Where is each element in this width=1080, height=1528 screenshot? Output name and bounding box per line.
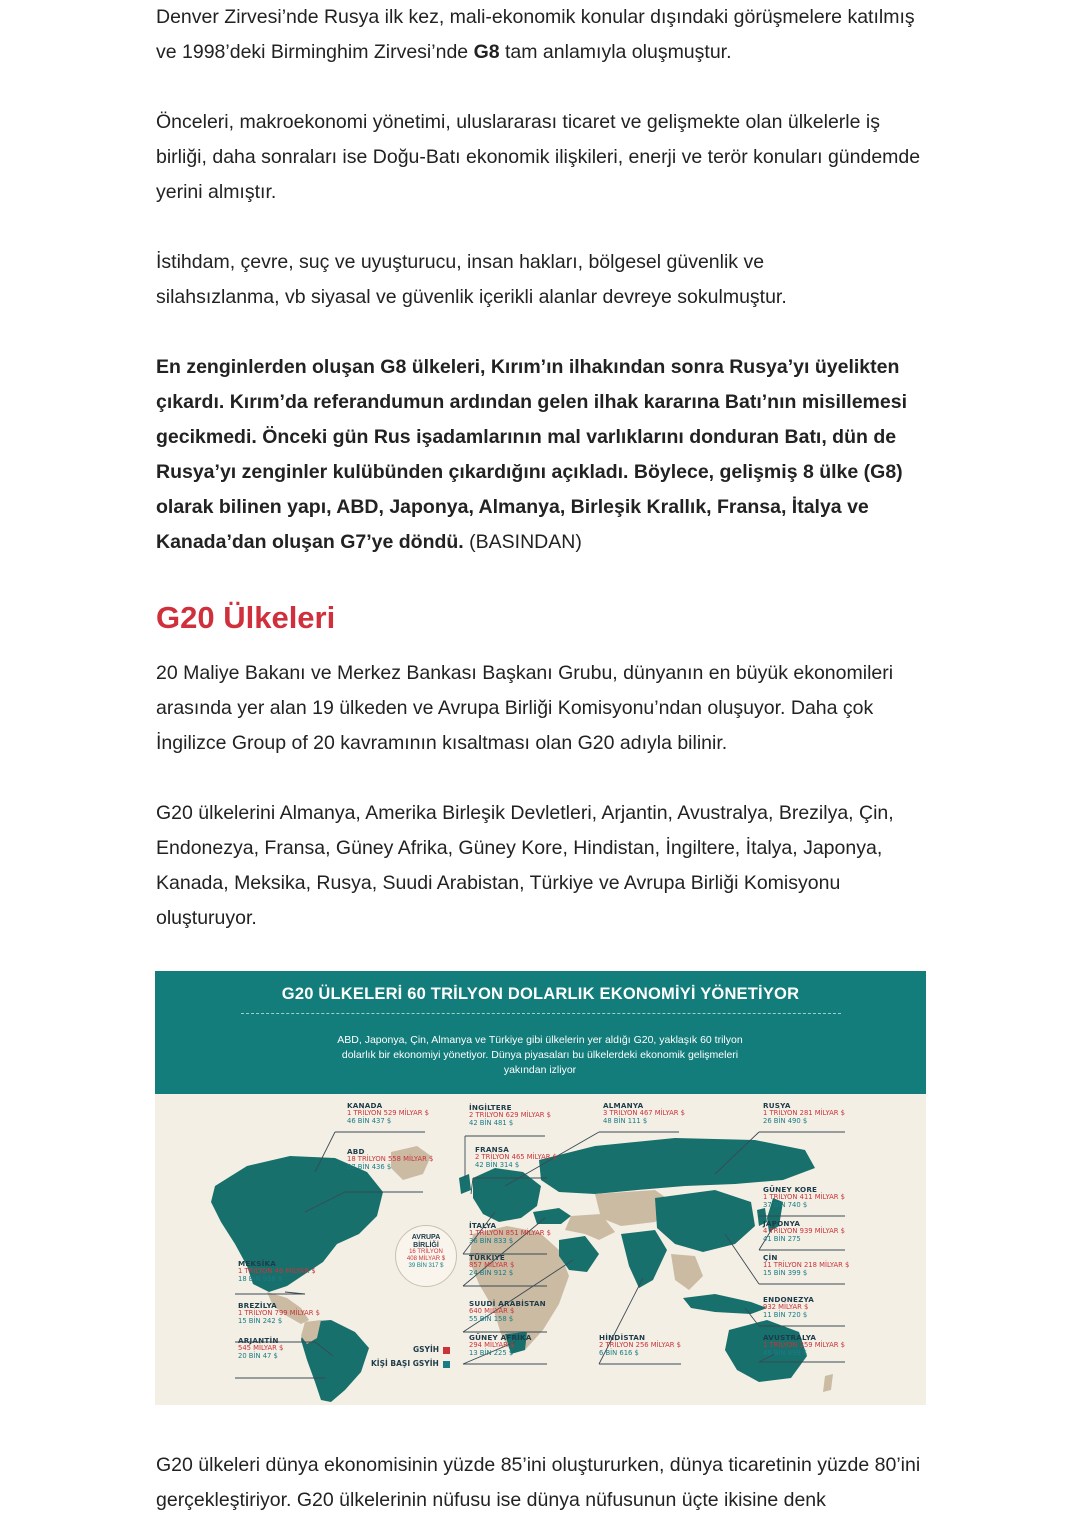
label-hindistan-name: HİNDİSTAN [599,1333,646,1342]
label-suudi-arabistan [469,1300,546,1323]
label-brezilya-per-capita: 15 BİN 242 $ [238,1316,283,1325]
g8-bold: G8 [473,41,500,63]
label-arjantin-per-capita: 20 BİN 47 $ [238,1351,278,1360]
eu-name-1: AVRUPA [411,1234,441,1241]
label-italya-gdp: 1 TRİLYON 851 MİLYAR $ [469,1228,551,1237]
paragraph-g20-definition: 20 Maliye Bakanı ve Merkez Bankası Başkanı Grubu, dünyanın en büyük ekonomileri arasında yer alan 19 ülkeden ve Avrupa Birliği Komisyonu’ndan oluşuyor. Daha çok İngilizce Group of 20 kavramının kısaltması olan G20 adıyla bilinir. [156,662,894,754]
label-turkiye-per-capita: 24 BİN 912 $ [469,1268,514,1277]
southeast-asia-shape [671,1254,703,1290]
legend-per-capita [371,1359,450,1368]
label-fransa-name: FRANSA [475,1145,509,1154]
label-almanya-gdp: 3 TRİLYON 467 MİLYAR $ [603,1108,685,1117]
label-ingiltere [469,1104,551,1127]
label-cin [763,1254,849,1277]
label-turkiye-name: TÜRKİYE [469,1253,506,1262]
label-avustralya-name: AVUSTRALYA [763,1333,817,1342]
label-endonezya-per-capita: 11 BİN 720 $ [763,1310,808,1319]
label-hindistan [599,1334,681,1357]
paragraph-g8-text-1: Denver Zirvesi’nde Rusya ilk kez, mali-ekonomik konular dışındaki görüşmelere katılmış ve 1998’deki Birminghim Zirvesi’nde [156,6,915,63]
label-endonezya-name: ENDONEZYA [763,1295,815,1304]
label-brezilya-gdp: 1 TRİLYON 799 MİLYAR $ [238,1308,320,1317]
label-guney-kore [763,1186,845,1209]
label-endonezya-gdp: 932 MİLYAR $ [763,1302,809,1311]
label-avustralya [763,1334,845,1357]
label-fransa-gdp: 2 TRİLYON 465 MİLYAR $ [475,1152,557,1161]
eu-per-capita: 39 BİN 317 $ [408,1262,444,1269]
label-almanya-per-capita: 48 BİN 111 $ [603,1116,648,1125]
label-meksika-gdp: 1 TRİLYON 46 MİLYAR $ [238,1266,316,1275]
paragraph-g8-text-2: tam anlamıyla oluşmuştur. [499,41,732,63]
label-guney-kore-per-capita: 37 BİN 740 $ [763,1200,808,1209]
legend-gdp-label: GSYİH [413,1345,440,1354]
label-avustralya-gdp: 1 TRİLYON 259 MİLYAR $ [763,1340,845,1349]
india-shape [621,1230,667,1288]
label-arjantin [238,1337,283,1360]
label-rusya-per-capita: 26 BİN 490 $ [763,1116,808,1125]
g20-infographic [155,971,926,1405]
label-guney-afrika [469,1334,532,1357]
label-abd-name: ABD [347,1147,365,1156]
label-brezilya-name: BREZİLYA [238,1301,277,1310]
label-ingiltere-name: İNGİLTERE [469,1103,512,1112]
world-map-panel [155,1094,926,1405]
label-kanada [347,1102,429,1125]
label-endonezya [763,1296,814,1319]
paragraph-g20-share: G20 ülkeleri dünya ekonomisinin yüzde 85’ini oluştururken, dünya ticaretinin yüzde 80’ini gerçekleştiriyor. G20 ülkelerinin nüfusu ise dünya nüfusunun üçte ikisine denk [156,1454,921,1511]
label-almanya-name: ALMANYA [603,1101,644,1110]
label-japonya-per-capita: 41 BİN 275 [763,1234,801,1243]
label-avustralya-per-capita: 48 BİN 899 $ [763,1348,808,1357]
label-kanada-per-capita: 46 BİN 437 $ [347,1116,392,1125]
section-heading-g20: G20 Ülkeleri [156,600,336,635]
paragraph-g7 [156,350,936,560]
label-guney-kore-gdp: 1 TRİLYON 411 MİLYAR $ [763,1192,845,1201]
paragraph-g8-formation [156,0,936,70]
infographic-header [155,971,926,1094]
eu-bubble [395,1225,457,1287]
label-kanada-gdp: 1 TRİLYON 529 MİLYAR $ [347,1108,429,1117]
paragraph-g7-source: (BASINDAN) [463,531,582,553]
label-suudi-gdp: 640 MİLYAR $ [469,1306,515,1315]
label-guney-kore-name: GÜNEY KORE [763,1185,818,1194]
label-cin-name: ÇİN [763,1253,778,1262]
label-turkiye [469,1254,514,1277]
label-japonya-gdp: 4 TRİLYON 939 MİLYAR $ [763,1226,845,1235]
label-ingiltere-per-capita: 42 BİN 481 $ [469,1118,514,1127]
label-cin-per-capita: 15 BİN 399 $ [763,1268,808,1277]
label-almanya [603,1102,685,1125]
label-meksika [238,1260,316,1283]
label-abd [347,1148,433,1171]
eu-name-2: BİRLİĞİ [413,1241,439,1249]
label-cin-gdp: 11 TRİLYON 218 MİLYAR $ [763,1260,850,1269]
label-brezilya [238,1302,320,1325]
label-japonya [763,1220,845,1243]
legend-per-capita-label: KİŞİ BAŞI GSYİH [371,1359,439,1368]
infographic-title: G20 ÜLKELERİ 60 TRİLYON DOLARLIK EKONOMİYİ YÖNETİYOR [281,985,800,1003]
legend-per-capita-swatch [443,1361,450,1368]
label-suudi-name: SUUDİ ARABİSTAN [469,1299,546,1308]
eu-gdp-2: 408 MİLYAR $ [406,1255,446,1262]
label-meksika-per-capita: 18 BİN 938 $ [238,1274,283,1283]
new-zealand-shape [823,1374,833,1392]
label-italya [469,1222,551,1245]
label-fransa-per-capita: 42 BİN 314 $ [475,1160,520,1169]
china-shape [655,1190,755,1252]
label-japonya-name: JAPONYA [763,1219,801,1228]
header-divider [241,1013,841,1014]
eu-gdp-1: 16 TRİLYON [409,1249,443,1255]
label-ingiltere-gdp: 2 TRİLYON 629 MİLYAR $ [469,1110,551,1119]
label-guney-afrika-per-capita: 13 BİN 225 $ [469,1348,514,1357]
label-turkiye-gdp: 857 MİLYAR $ [469,1260,515,1269]
legend-gdp [413,1345,450,1354]
paragraph-g20-members: G20 ülkelerini Almanya, Amerika Birleşik Devletleri, Arjantin, Avustralya, Brezilya, Çin, Endonezya, Fransa, Güney Afrika, Güney Kore, Hindistan, İngiltere, İtalya, Japonya, Kanada, Meksika, Rusya, Suudi Arabistan, Türkiye ve Avrupa Birliği Komisyonu oluşturuyor. [156,802,894,929]
label-guney-afrika-name: GÜNEY AFRİKA [469,1333,532,1342]
paragraph-agenda: Önceleri, makroekonomi yönetimi, uluslararası ticaret ve gelişmekte olan ülkelerle iş birliği, daha sonraları ise Doğu-Batı ekonomik ilişkileri, enerji ve terör konuları gündemde yerini almıştır. [156,111,921,203]
label-meksika-name: MEKSİKA [238,1259,277,1268]
label-abd-per-capita: 57 BİN 436 $ [347,1162,392,1171]
europe-shape [473,1168,541,1222]
label-hindistan-gdp: 2 TRİLYON 256 MİLYAR $ [599,1340,681,1349]
label-fransa [475,1146,557,1169]
label-italya-name: İTALYA [469,1221,497,1230]
label-hindistan-per-capita: 6 BİN 616 $ [599,1348,639,1357]
indonesia-shape [683,1294,767,1314]
label-kanada-name: KANADA [347,1101,383,1110]
label-italya-per-capita: 36 BİN 833 $ [469,1236,514,1245]
paragraph-security: İstihdam, çevre, suç ve uyuşturucu, insan hakları, bölgesel güvenlik ve silahsızlanma, vb siyasal ve güvenlik içerikli alanlar devreye sokulmuştur. [156,251,787,308]
label-guney-afrika-gdp: 294 MİLYAR $ [469,1340,515,1349]
legend-gdp-swatch [443,1347,450,1354]
label-rusya-gdp: 1 TRİLYON 281 MİLYAR $ [763,1108,845,1117]
label-abd-gdp: 18 TRİLYON 558 MİLYAR $ [347,1154,434,1163]
label-suudi-per-capita: 55 BİN 158 $ [469,1314,514,1323]
label-rusya [763,1102,845,1125]
label-arjantin-gdp: 545 MİLYAR $ [238,1343,284,1352]
paragraph-g7-bold: En zenginlerden oluşan G8 ülkeleri, Kırım’ın ilhakından sonra Rusya’yı üyelikten çıkardı. Kırım’da referandumun ardından gelen ilhak kararına Batı’nın misillemesi gecikmedi. Önceki gün Rus işadamlarının mal varlıklarını donduran Batı, dün de Rusya’yı zenginler kulübünden çıkardığını açıkladı. Böylece, gelişmiş 8 ülke (G8) olarak bilinen yapı, ABD, Japonya, Almanya, Birleşik Krallık, Fransa, İtalya ve Kanada’dan oluşan G7’ye döndü. [156,356,907,553]
infographic-subtitle: ABD, Japonya, Çin, Almanya ve Türkiye gibi ülkelerin yer aldığı G20, yaklaşık 60 trilyon dolarlık bir ekonomiyi yönetiyor. Dünya piyasaları bu ülkelerdeki ekonomik gelişmeleri yakından izliyor [337,1034,743,1076]
label-rusya-name: RUSYA [763,1101,791,1110]
label-arjantin-name: ARJANTİN [238,1336,279,1345]
